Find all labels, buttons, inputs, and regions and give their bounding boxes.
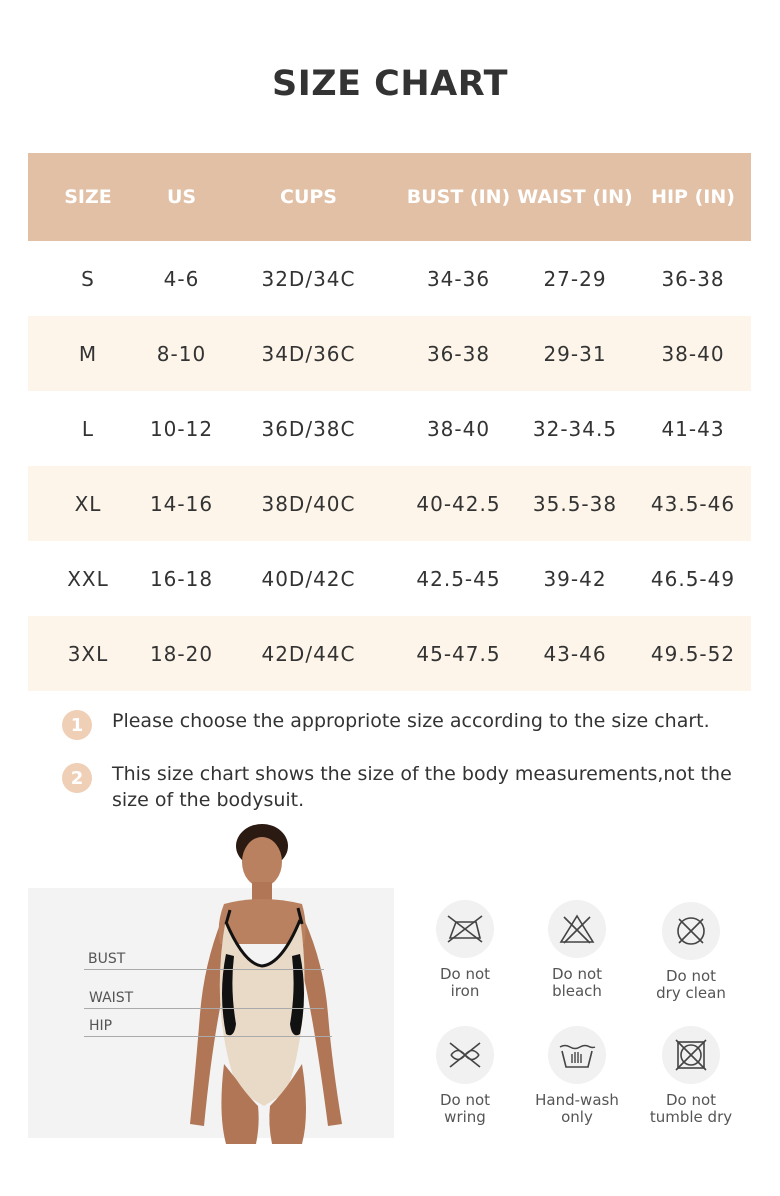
care-item-no-bleach: [517, 900, 637, 1000]
header-waist: WAIST (IN): [517, 186, 633, 208]
cell-us: 16-18: [149, 566, 214, 591]
header-cups: CUPS: [280, 186, 337, 208]
care-label-line2: tumble dry: [649, 1108, 733, 1126]
care-label-line1: Do not: [551, 965, 603, 983]
cell-hip: 46.5-49: [650, 566, 736, 591]
cell-cups: 34D/36C: [261, 341, 356, 366]
cell-cups: 36D/38C: [261, 416, 356, 441]
cell-hip: 43.5-46: [650, 491, 736, 516]
note-number-badge: 1: [62, 710, 92, 740]
care-label-line2: iron: [450, 982, 480, 1000]
bust-label: BUST: [88, 951, 126, 967]
care-label-line2: wring: [444, 1108, 486, 1126]
cell-bust: 34-36: [426, 266, 491, 291]
no-wring-icon: [436, 1026, 494, 1084]
cell-size: S: [81, 266, 95, 291]
note-item: [62, 708, 762, 740]
hand-wash-icon: [548, 1026, 606, 1084]
header-hip: HIP (IN): [651, 186, 735, 208]
cell-waist: 29-31: [543, 341, 607, 366]
cell-hip: 49.5-52: [650, 641, 736, 666]
cell-waist: 27-29: [543, 266, 607, 291]
cell-bust: 36-38: [426, 341, 491, 366]
care-item-no-wring: [405, 1026, 525, 1126]
cell-hip: 38-40: [661, 341, 725, 366]
cell-hip: 41-43: [661, 416, 725, 441]
care-label-line2: dry clean: [656, 984, 726, 1002]
care-item-no-dry-clean: [631, 902, 751, 1002]
table-row: [28, 241, 751, 316]
cell-size: M: [78, 341, 98, 366]
note-number-badge: 2: [62, 763, 92, 793]
care-label-line1: Do not: [665, 967, 717, 985]
cell-hip: 36-38: [661, 266, 725, 291]
care-label-line1: Do not: [439, 1091, 491, 1109]
care-item-no-tumble-dry: [631, 1026, 751, 1126]
cell-us: 4-6: [163, 266, 200, 291]
cell-size: L: [81, 416, 95, 441]
note-item: [62, 761, 762, 813]
header-us: US: [166, 186, 197, 208]
table-row: [28, 391, 751, 466]
cell-us: 14-16: [149, 491, 214, 516]
cell-cups: 32D/34C: [261, 266, 356, 291]
no-iron-icon: [436, 900, 494, 958]
note-text: Please choose the appropriote size according to the size chart.: [112, 710, 710, 732]
page-title: SIZE CHART: [271, 64, 509, 104]
no-dry-clean-icon: [662, 902, 720, 960]
no-bleach-icon: [548, 900, 606, 958]
care-label-line1: Hand-wash: [535, 1091, 619, 1109]
note-text: This size chart shows the size of the body measurements,not the size of the bodysuit.: [112, 763, 732, 811]
cell-us: 8-10: [156, 341, 207, 366]
cell-us: 10-12: [149, 416, 214, 441]
header-bust: BUST (IN): [406, 186, 511, 208]
care-item-no-iron: [405, 900, 525, 1000]
model-bodysuit-illustration: [170, 824, 380, 1144]
waist-label: WAIST: [89, 990, 134, 1006]
cell-bust: 45-47.5: [416, 641, 501, 666]
cell-bust: 42.5-45: [416, 566, 501, 591]
table-row: [28, 466, 751, 541]
hip-line: [84, 1036, 332, 1037]
cell-size: XL: [74, 491, 102, 516]
cell-bust: 40-42.5: [416, 491, 501, 516]
cell-size: 3XL: [67, 641, 109, 666]
table-header: [28, 153, 751, 241]
cell-size: XXL: [67, 566, 109, 591]
size-chart-table: [28, 153, 751, 691]
care-label-line2: only: [561, 1108, 593, 1126]
hip-label: HIP: [89, 1018, 113, 1034]
header-size: SIZE: [64, 186, 112, 208]
table-row: [28, 316, 751, 391]
care-label-line1: Do not: [665, 1091, 717, 1109]
cell-cups: 38D/40C: [261, 491, 356, 516]
table-row: [28, 616, 751, 691]
cell-cups: 40D/42C: [261, 566, 356, 591]
size-notes: [62, 708, 762, 834]
table-row: [28, 541, 751, 616]
bust-line: [84, 969, 324, 970]
cell-waist: 35.5-38: [532, 491, 618, 516]
waist-line: [84, 1008, 324, 1009]
cell-waist: 32-34.5: [532, 416, 618, 441]
care-label-line2: bleach: [552, 982, 602, 1000]
cell-cups: 42D/44C: [261, 641, 356, 666]
care-item-hand-wash: [517, 1026, 637, 1126]
cell-waist: 39-42: [543, 566, 607, 591]
cell-bust: 38-40: [426, 416, 491, 441]
cell-us: 18-20: [149, 641, 214, 666]
care-label-line1: Do not: [439, 965, 491, 983]
cell-waist: 43-46: [543, 641, 607, 666]
no-tumble-dry-icon: [662, 1026, 720, 1084]
